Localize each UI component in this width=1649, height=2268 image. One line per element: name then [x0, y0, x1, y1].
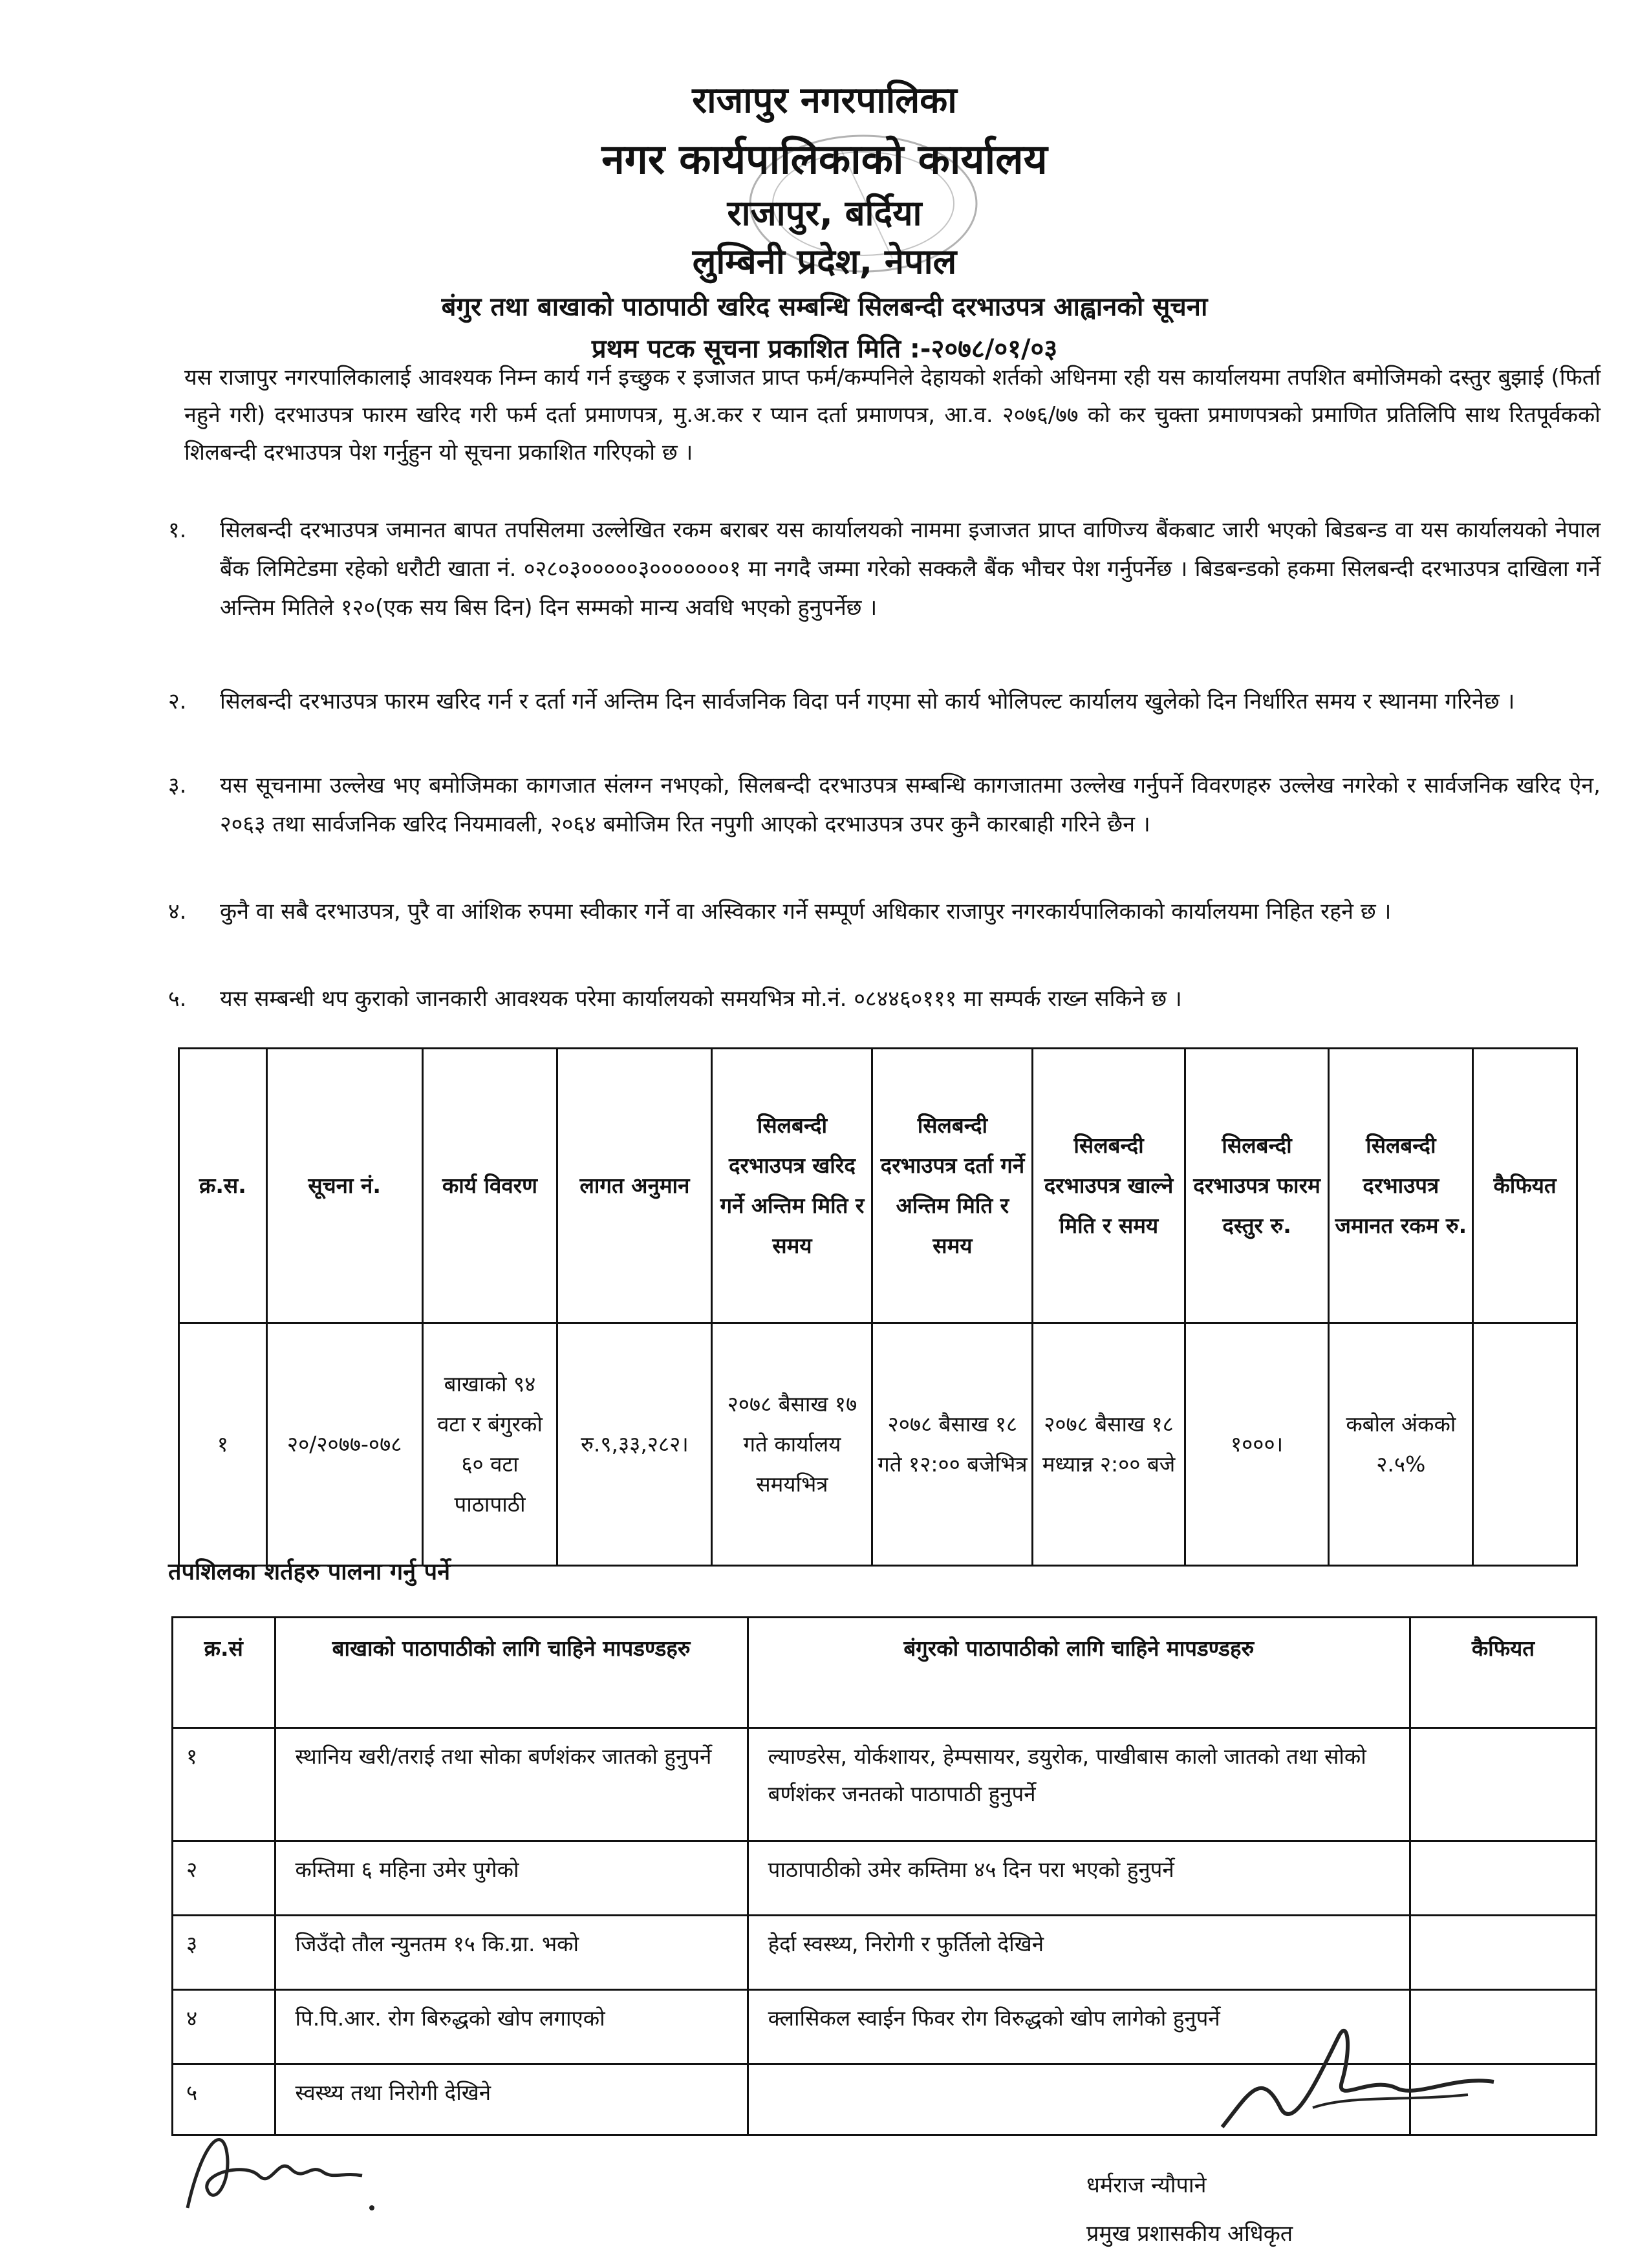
table-header-cell: क्र.स. [179, 1049, 267, 1323]
condition-number: ४. [168, 899, 187, 925]
notice-title: बंगुर तथा बाखाको पाठापाठी खरिद सम्बन्धि सिलबन्दी दरभाउपत्र आह्वानको सूचना [441, 292, 1208, 322]
table-cell: १ [173, 1728, 275, 1841]
table-cell: बाखाको ९४ वटा र बंगुरको ६० वटा पाठापाठी [422, 1323, 557, 1566]
table-header-cell: सिलबन्दी दरभाउपत्र जमानत रकम रु. [1329, 1049, 1473, 1323]
office-location: राजापुर, बर्दिया [727, 193, 922, 233]
condition-item [168, 511, 1600, 627]
table-cell: ल्याण्डरेस, योर्कशायर, हेम्पसायर, डयुरोक, पाखीबास कालो जातको तथा सोको बर्णशंकर जनतको पाठापाठी हुनुपर्ने [748, 1728, 1410, 1841]
table-header-cell: बंगुरको पाठापाठीको लागि चाहिने मापडण्डहरु [748, 1618, 1410, 1728]
table-cell: १०००। [1185, 1323, 1329, 1566]
table-cell: ४ [173, 1990, 275, 2064]
signatory-name: धर्मराज न्यौपाने [1086, 2172, 1207, 2198]
signatory-title: प्रमुख प्रशासकीय अधिकृत [1086, 2221, 1293, 2247]
table-cell [1410, 1728, 1596, 1841]
province-country: लुम्बिनी प्रदेश, नेपाल [692, 241, 957, 282]
condition-number: १. [168, 517, 187, 543]
table-header-cell: कैफियत [1410, 1618, 1596, 1728]
table-header-cell: सूचना नं. [266, 1049, 422, 1323]
table-row [179, 1323, 1577, 1566]
right-signature [1209, 1998, 1507, 2146]
condition-number: २. [168, 689, 187, 714]
table-cell: ३ [173, 1916, 275, 1990]
table-row [173, 1728, 1597, 1841]
condition-text: सिलबन्दी दरभाउपत्र फारम खरिद गर्न र दर्ता गर्ने अन्तिम दिन सार्वजनिक विदा पर्न गएमा सो कार्य भोलिपल्ट कार्यालय खुलेको दिन निर्धारित समय र स्थानमा गरिनेछ । [220, 689, 1515, 714]
publish-date: प्रथम पटक सूचना प्रकाशित मिति :-२०७८/०१/०३ [591, 334, 1058, 364]
condition-text: यस सम्बन्धी थप कुराको जानकारी आवश्यक परेमा कार्यालयको समयभित्र मो.नं. ०८४४६०१११ मा सम्पर्क राख्न सकिने छ । [220, 986, 1182, 1012]
intro-paragraph: यस राजापुर नगरपालिकालाई आवश्यक निम्न कार्य गर्न इच्छुक र इजाजत प्राप्त फर्म/कम्पनिले देहायको शर्तको अधिनमा रही यस कार्यालयमा तपशित बमोजिमको दस्तुर बुझाई (फिर्ता नहुने गरी) दरभाउपत्र फारम खरिद गरी फर्म दर्ता प्रमाणपत्र, मु.अ.कर र प्यान दर्ता प्रमाणपत्र, आ.व. २०७६/७७ को कर चुक्ता प्रमाणपत्रको प्रमाणित प्रतिलिपि साथ रितपूर्वकको शिलबन्दी दरभाउपत्र पेश गर्नुहुन यो सूचना प्रकाशित गरिएको छ । [184, 365, 1600, 465]
table-header-cell: क्र.सं [173, 1618, 275, 1728]
table-cell [1473, 1323, 1577, 1566]
table-cell: २०७८ बैसाख १७ गते कार्यालय समयभित्र [712, 1323, 872, 1566]
table-header-cell: कार्य विवरण [422, 1049, 557, 1323]
table-header-cell: सिलबन्दी दरभाउपत्र खरिद गर्ने अन्तिम मिति र समय [712, 1049, 872, 1323]
office-name: नगर कार्यपालिकाको कार्यालय [601, 136, 1048, 184]
table-cell [1410, 1841, 1596, 1916]
table-header-cell: सिलबन्दी दरभाउपत्र फारम दस्तुर रु. [1185, 1049, 1329, 1323]
table-cell: पाठापाठीको उमेर कम्तिमा ४५ दिन परा भएको हुनुपर्ने [748, 1841, 1410, 1916]
table-cell: २०७८ बैसाख १८ गते १२:०० बजेभित्र [872, 1323, 1033, 1566]
condition-text: सिलबन्दी दरभाउपत्र जमानत बापत तपसिलमा उल्लेखित रकम बराबर यस कार्यालयको नाममा इजाजत प्राप्त वाणिज्य बैंकबाट जारी भएको बिडबन्ड वा यस कार्यालयको नेपाल बैंक लिमिटेडमा रहेको धरौटी खाता नं. ०२८०३०००००३०००००००१ मा नगदै जम्मा गरेको सक्कलै बैंक भौचर पेश गर्नुपर्नेछ । बिडबन्डको हकमा सिलबन्दी दरभाउपत्र दाखिला गर्ने अन्तिम मितिले १२०(एक सय बिस दिन) दिन सम्मको मान्य अवधि भएको हुनुपर्नेछ । [220, 517, 1600, 621]
table-cell: कबोल अंकको २.५% [1329, 1323, 1473, 1566]
table-header-cell: बाखाको पाठापाठीको लागि चाहिने मापडण्डहरु [275, 1618, 748, 1728]
conditions-note: तपशिलका शर्तहरु पालना गर्नु पर्ने [168, 1559, 451, 1585]
table-row [173, 1916, 1597, 1990]
condition-number: ५. [168, 986, 187, 1012]
table-cell: स्वस्थ्य तथा निरोगी देखिने [275, 2064, 748, 2135]
table-row [173, 1841, 1597, 1916]
table-cell: पि.पि.आर. रोग बिरुद्धको खोप लगाएको [275, 1990, 748, 2064]
condition-item [168, 979, 1600, 1018]
table-cell: क्लासिकल स्वाईन फिवर रोग विरुद्धको खोप लागेको हुनुपर्ने [748, 1990, 1410, 2064]
left-signature [175, 2111, 388, 2221]
table-header-cell: लागत अनुमान [557, 1049, 712, 1323]
tender-details-table [178, 1047, 1578, 1567]
table-cell: १ [179, 1323, 267, 1566]
table-cell [1410, 1916, 1596, 1990]
condition-item [168, 892, 1600, 931]
condition-item [168, 766, 1600, 844]
condition-text: यस सूचनामा उल्लेख भए बमोजिमका कागजात संलग्न नभएको, सिलबन्दी दरभाउपत्र सम्बन्धि कागजातमा उल्लेख गर्नुपर्ने विवरणहरु उल्लेख नगरेको र सार्वजनिक खरिद ऐन, २०६३ तथा सार्वजनिक खरिद नियमावली, २०६४ बमोजिम रित नपुगी आएको दरभाउपत्र उपर कुनै कारबाही गरिने छैन । [220, 773, 1600, 837]
table-header-row [179, 1049, 1577, 1323]
condition-item [168, 682, 1600, 721]
municipality-name: राजापुर नगरपालिका [692, 80, 957, 122]
table-header-row [173, 1618, 1597, 1728]
table-cell: २०७८ बैसाख १८ मध्यान्न २:०० बजे [1033, 1323, 1185, 1566]
table-cell: रु.९,३३,२८२। [557, 1323, 712, 1566]
table-header-cell: कैफियत [1473, 1049, 1577, 1323]
table-cell: हेर्दा स्वस्थ्य, निरोगी र फुर्तिलो देखिने [748, 1916, 1410, 1990]
condition-number: ३. [168, 773, 187, 798]
table-header-cell: सिलबन्दी दरभाउपत्र दर्ता गर्ने अन्तिम मिति र समय [872, 1049, 1033, 1323]
table-cell: कम्तिमा ६ महिना उमेर पुगेको [275, 1841, 748, 1916]
table-cell: स्थानिय खरी/तराई तथा सोका बर्णशंकर जातको हुनुपर्ने [275, 1728, 748, 1841]
table-cell: ५ [173, 2064, 275, 2135]
table-cell: जिउँदो तौल न्युनतम १५ कि.ग्रा. भको [275, 1916, 748, 1990]
table-cell: २ [173, 1841, 275, 1916]
table-header-cell: सिलबन्दी दरभाउपत्र खाल्ने मिति र समय [1033, 1049, 1185, 1323]
table-cell: २०/२०७७-०७८ [266, 1323, 422, 1566]
condition-text: कुनै वा सबै दरभाउपत्र, पुरै वा आंशिक रुपमा स्वीकार गर्ने वा अस्विकार गर्ने सम्पूर्ण अधिकार राजापुर नगरकार्यपालिकाको कार्यालयमा निहित रहने छ । [220, 899, 1392, 925]
